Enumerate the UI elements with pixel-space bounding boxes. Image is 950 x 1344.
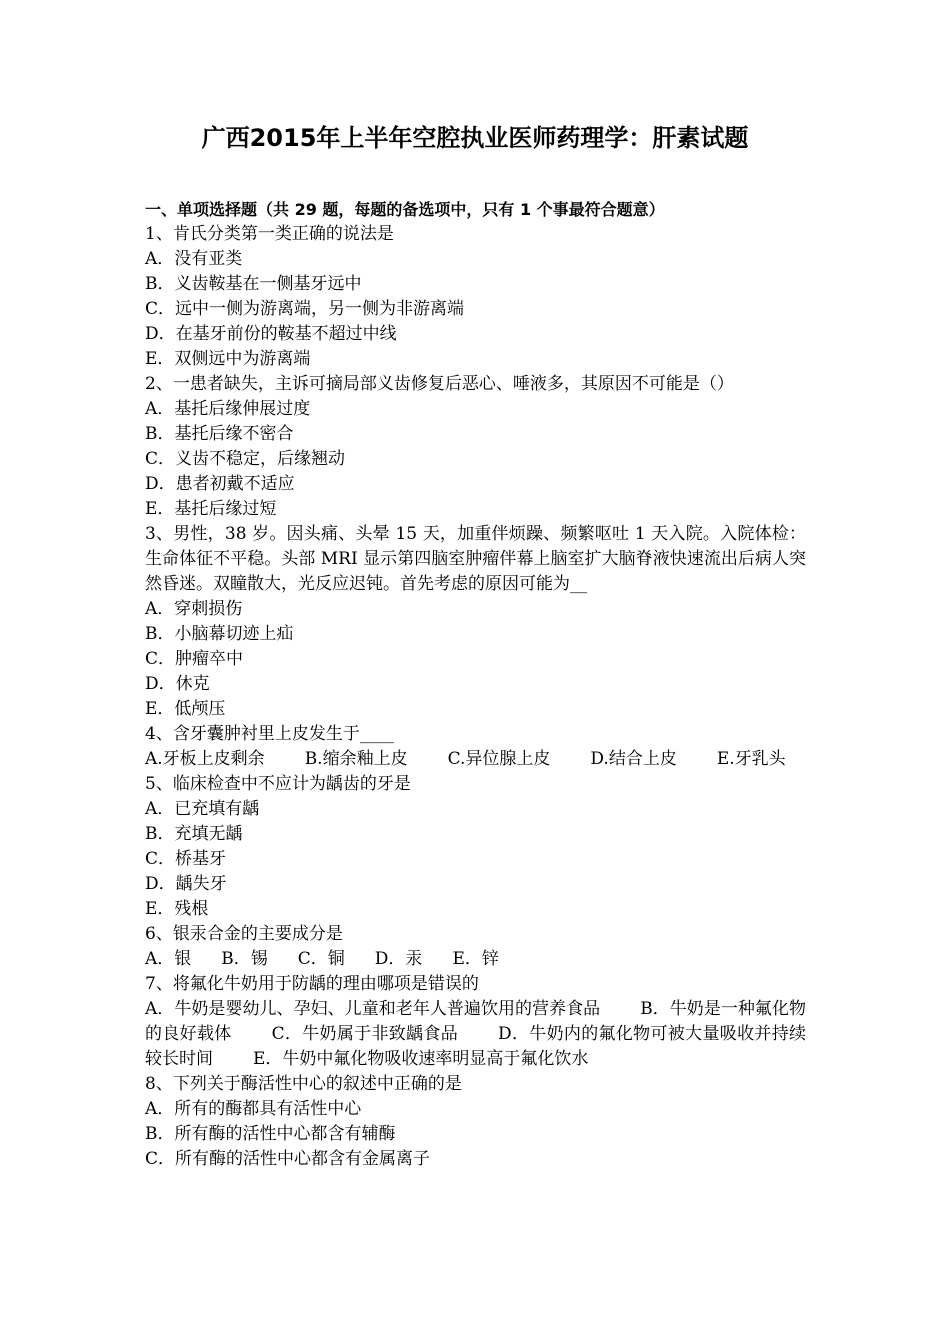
- option-b: B．锡: [221, 949, 268, 969]
- question-1: [145, 222, 806, 372]
- option-a: A.牙板上皮剩余: [145, 749, 265, 769]
- question-text: 3、男性，38 岁。因头痛、头晕 15 天，加重伴烦躁、频繁呕吐 1 天入院。入院体检：生命体征不平稳。头部 MRI 显示第四脑室肿瘤伴幕上脑室扩大脑脊液快速流出后病人突然昏迷。双瞳散大，光反应迟钝。首先考虑的原因可能为__: [145, 524, 806, 594]
- question-3: [145, 522, 806, 722]
- option-e: E．残根: [145, 899, 209, 919]
- option-a: A．穿刺损伤: [145, 599, 243, 619]
- option-a: A．已充填有龋: [145, 799, 260, 819]
- option-b: B．义齿鞍基在一侧基牙远中: [145, 274, 362, 294]
- question-text: 7、将氟化牛奶用于防龋的理由哪项是错误的: [145, 974, 479, 994]
- question-2: [145, 372, 806, 522]
- option-d: D．在基牙前份的鞍基不超过中线: [145, 324, 397, 344]
- option-b: B．充填无龋: [145, 824, 243, 844]
- question-7: [145, 972, 806, 1072]
- question-5: [145, 772, 806, 922]
- question-4: [145, 722, 806, 772]
- option-b: B．小脑幕切迹上疝: [145, 624, 294, 644]
- option-b: B．所有酶的活性中心都含有辅酶: [145, 1124, 396, 1144]
- question-text: 2、一患者缺失，主诉可摘局部义齿修复后恶心、唾液多，其原因不可能是（）: [145, 374, 734, 394]
- option-c: C．肿瘤卒中: [145, 649, 244, 669]
- option-a: A．所有的酶都具有活性中心: [145, 1099, 362, 1119]
- option-d: D．牛奶内的氟化物可被大量吸收并持续较长时间: [145, 1024, 807, 1069]
- option-a: A．基托后缘伸展过度: [145, 399, 311, 419]
- option-d: D．龋失牙: [145, 874, 227, 894]
- option-e: E．基托后缘过短: [145, 499, 277, 519]
- question-8: [145, 1072, 806, 1172]
- question-text: 4、含牙囊肿衬里上皮发生于____: [145, 724, 394, 744]
- option-d: D．休克: [145, 674, 210, 694]
- option-c: C．牛奶属于非致龋食品: [271, 1024, 459, 1044]
- option-e: E．双侧远中为游离端: [145, 349, 311, 369]
- option-b: B．牛奶是一种氟化物的良好载体: [145, 999, 807, 1044]
- inline-options: [145, 747, 806, 772]
- question-list: [145, 197, 806, 1172]
- option-b: B.缩余釉上皮: [304, 749, 408, 769]
- option-d: D．患者初戴不适应: [145, 474, 295, 494]
- question-text: 1、肯氏分类第一类正确的说法是: [145, 224, 394, 244]
- option-a: A．银: [145, 949, 192, 969]
- question-text: 5、临床检查中不应计为龋齿的牙是: [145, 774, 411, 794]
- option-e: E.牙乳头: [716, 749, 786, 769]
- option-c: C．远中一侧为游离端，另一侧为非游离端: [145, 299, 465, 319]
- question-6: [145, 922, 806, 972]
- option-a: A．没有亚类: [145, 249, 243, 269]
- option-b: B．基托后缘不密合: [145, 424, 294, 444]
- option-c: C．所有酶的活性中心都含有金属离子: [145, 1149, 431, 1169]
- document-title: 广西2015年上半年空腔执业医师药理学：肝素试题: [201, 124, 749, 152]
- option-e: E．低颅压: [145, 699, 226, 719]
- section-heading: 一、单项选择题（共 29 题，每题的备选项中，只有 1 个事最符合题意）: [145, 200, 665, 219]
- inline-options: [145, 997, 806, 1072]
- question-text: 8、下列关于酶活性中心的叙述中正确的是: [145, 1074, 462, 1094]
- inline-options: [145, 947, 806, 972]
- option-c: C．义齿不稳定，后缘翘动: [145, 449, 346, 469]
- option-d: D．汞: [374, 949, 423, 969]
- option-e: E．牛奶中氟化物吸收速率明显高于氟化饮水: [253, 1049, 589, 1069]
- option-c: C.异位腺上皮: [447, 749, 551, 769]
- option-c: C．铜: [297, 949, 345, 969]
- option-a: A．牛奶是婴幼儿、孕妇、儿童和老年人普遍饮用的营养食品: [145, 999, 601, 1019]
- option-d: D.结合上皮: [590, 749, 677, 769]
- option-c: C．桥基牙: [145, 849, 227, 869]
- question-text: 6、银汞合金的主要成分是: [145, 924, 343, 944]
- option-e: E．锌: [452, 949, 499, 969]
